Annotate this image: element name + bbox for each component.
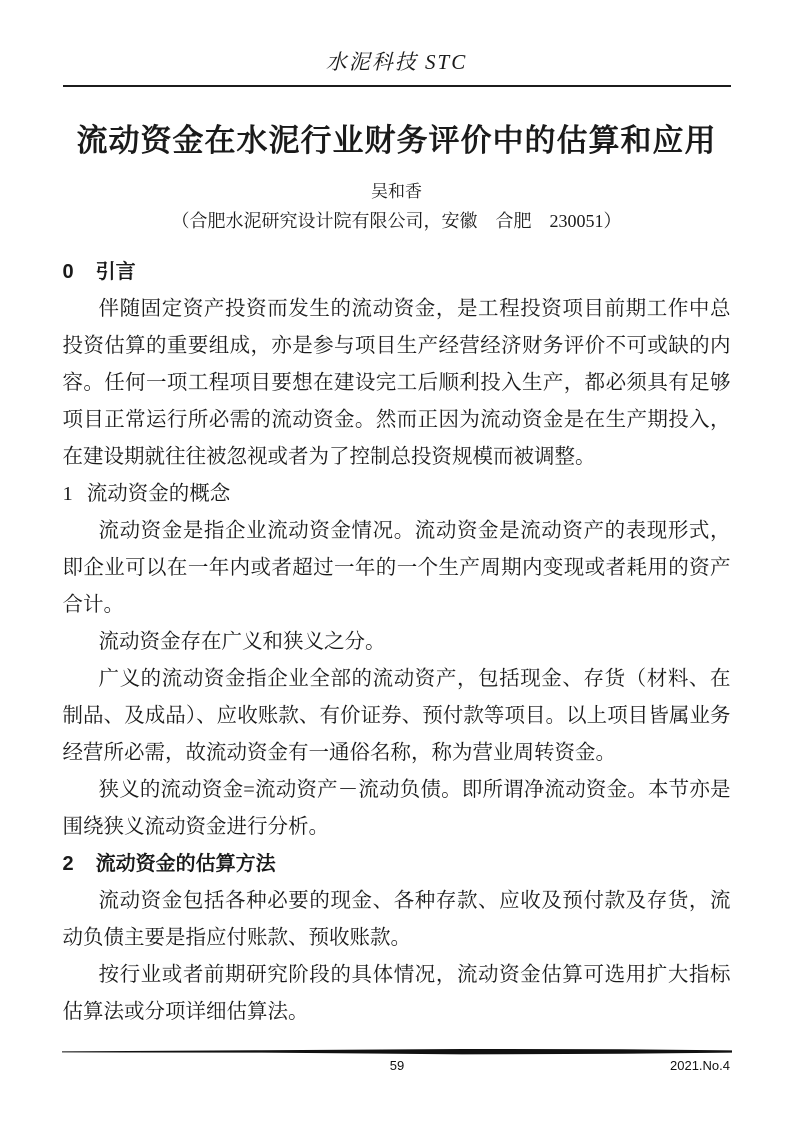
article-affiliation: （合肥水泥研究设计院有限公司，安徽 合肥 230051） bbox=[171, 211, 622, 231]
section-heading-text: 流动资金的估算方法 bbox=[95, 853, 276, 875]
footer-rule bbox=[62, 1048, 732, 1056]
section-heading-text: 流动资金的概念 bbox=[86, 483, 231, 505]
article-body bbox=[63, 254, 731, 1031]
paragraph: 流动资金存在广义和狭义之分。 bbox=[98, 631, 386, 653]
issue-number: 2021.No.4 bbox=[670, 1058, 730, 1073]
section-heading-text: 引言 bbox=[95, 261, 136, 283]
paragraph: 流动资金包括各种必要的现金、各种存款、应收及预付款及存货，流动负债主要是指应付账款、预收账款。 bbox=[62, 890, 731, 949]
article-author: 吴和香 bbox=[371, 182, 422, 201]
section-number: 0 bbox=[62, 261, 74, 283]
section-heading-2 bbox=[63, 846, 731, 883]
footer-row bbox=[62, 1058, 732, 1076]
section-number: 1 bbox=[62, 483, 73, 505]
page-content bbox=[63, 0, 731, 1031]
section-heading-1 bbox=[63, 476, 731, 513]
paragraph: 流动资金是指企业流动资金情况。流动资金是流动资产的表现形式，即企业可以在一年内或者超过一年的一个生产周期内变现或者耗用的资产合计。 bbox=[62, 520, 731, 616]
page-footer bbox=[62, 1048, 732, 1076]
paragraph: 伴随固定资产投资而发生的流动资金，是工程投资项目前期工作中总投资估算的重要组成，亦是参与项目生产经营经济财务评价不可或缺的内容。任何一项工程项目要想在建设完工后顺利投入生产，都必须具有足够项目正常运行所必需的流动资金。然而正因为流动资金是在生产期投入，在建设期就往往被忽视或者为了控制总投资规模而被调整。 bbox=[62, 298, 731, 468]
section-heading-0 bbox=[63, 254, 731, 291]
paragraph: 狭义的流动资金=流动资产－流动负债。即所谓净流动资金。本节亦是围绕狭义流动资金进行分析。 bbox=[62, 779, 731, 838]
journal-title: 水泥科技 STC bbox=[325, 50, 468, 74]
section-number: 2 bbox=[62, 853, 74, 875]
paragraph: 按行业或者前期研究阶段的具体情况，流动资金估算可选用扩大指标估算法或分项详细估算法。 bbox=[62, 964, 731, 1023]
page-number: 59 bbox=[389, 1058, 405, 1073]
journal-header bbox=[63, 46, 731, 87]
article-title: 流动资金在水泥行业财务评价中的估算和应用 bbox=[76, 123, 717, 158]
paragraph: 广义的流动资金指企业全部的流动资产，包括现金、存货（材料、在制品、及成品）、应收账款、有价证券、预付款等项目。以上项目皆属业务经营所必需，故流动资金有一通俗名称，称为营业周转资金。 bbox=[62, 668, 731, 764]
